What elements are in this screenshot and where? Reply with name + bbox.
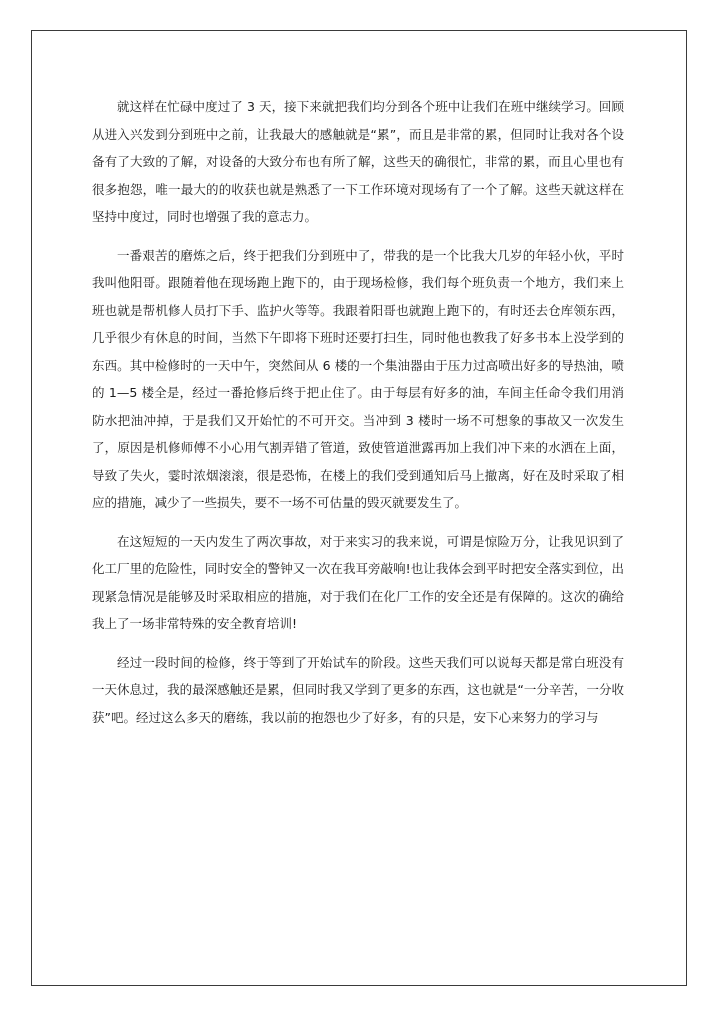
paragraph-2: 一番艰苦的磨炼之后，终于把我们分到班中了，带我的是一个比我大几岁的年轻小伙，平时我叫他阳哥。跟随着他在现场跑上跑下的，由于现场检修，我们每个班负责一个地方，我们来上班也就是帮机修人员打下手、监护火等等。我跟着阳哥也就跑上跑下的，有时还去仓库领东西，几乎很少有休息的时间，当然下午即将下班时还要打扫生，同时他也教我了好多书本上没学到的东西。其中检修时的一天中午，突然间从 6 楼的一个集油器由于压力过高喷出好多的导热油，喷的 1—5 楼全是，经过一番抢修后终于把止住了。由于每层有好多的油，车间主任命令我们用消防水把油冲掉，于是我们又开始忙的不可开交。当冲到 3 楼时一场不可想象的事故又一次发生了，原因是机修师傅不小心用气割弄错了管道，致使管道泄露再加上我们冲下来的水洒在上面，导致了失火，霎时浓烟滚滚，很是恐怖，在楼上的我们受到通知后马上撤离，好在及时采取了相应的措施，减少了一些损失，要不一场不可估量的毁灭就要发生了。 xyxy=(92,247,624,510)
paragraph-1: 就这样在忙碌中度过了 3 天，接下来就把我们均分到各个班中让我们在班中继续学习。回顾从进入兴发到分到班中之前，让我最大的感触就是“累”，而且是非常的累，但同时让我对各个设备有了大致的了解，对设备的大致分布也有所了解，这些天的确很忙，非常的累，而且心里也有很多抱怨，唯一最大的的收获也就是熟悉了一下工作环境对现场有了一个了解。这些天就这样在坚持中度过，同时也增强了我的意志力。 xyxy=(92,99,624,224)
document-body xyxy=(92,93,624,742)
paragraph-4: 经过一段时间的检修，终于等到了开始试车的阶段。这些天我们可以说每天都是常白班没有一天休息过，我的最深感触还是累，但同时我又学到了更多的东西，这也就是“一分辛苦，一分收获”吧。经过这么多天的磨练，我以前的抱怨也少了好多，有的只是，安下心来努力的学习与 xyxy=(92,654,624,725)
paragraph-3: 在这短短的一天内发生了两次事故，对于来实习的我来说，可谓是惊险万分，让我见识到了化工厂里的危险性，同时安全的警钟又一次在我耳旁敲响!也让我体会到平时把安全落实到位，出现紧急情况是能够及时采取相应的措施，对于我们在化厂工作的安全还是有保障的。这次的确给我上了一场非常特殊的安全教育培训! xyxy=(92,533,624,631)
